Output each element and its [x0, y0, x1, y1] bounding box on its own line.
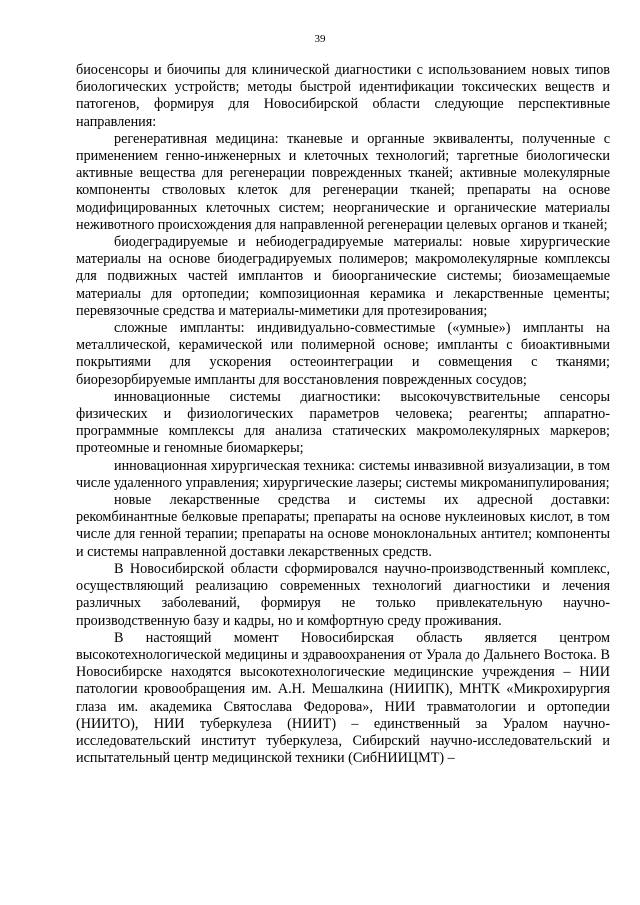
paragraph-medical-centers: В настоящий момент Новосибирская область является центром высокотехнологической медицины и здравоохранения от Урала до Дальнего Востока. В Новосибирске находятся высокотехнологические медицинские учреждения – НИИ патологии кровообращения им. А.Н. Мешалкина (НИИПК), МНТК «Микрохирургия глаза им. академика Святослава Федорова», НИИ травматологии и ортопедии (НИИТО), НИИ туберкулеза (НИИТ) – единственный за Уралом научно-исследовательский институт туберкулеза, Сибирский научно-исследовательский и испытательный центр медицинской техники (СибНИИЦМТ) – [76, 629, 610, 767]
paragraph-regenerative-medicine: регенеративная медицина: тканевые и органные эквиваленты, полученные с применением генно-инженерных и клеточных технологий; таргетные биологически активные вещества для регенерации поврежденных тканей; активные молекулярные компоненты стволовых клеток для регенерации тканей; препараты на основе модифицированных клеточных систем; неорганические и органические материалы неживотного происхождения для направленной регенерации целевых органов и тканей; [76, 130, 610, 233]
paragraph-scientific-complex: В Новосибирской области сформировался научно-производственный комплекс, осуществляющий реализацию современных технологий диагностики и лечения различных заболеваний, формируя не только привлекательную научно-производственную базу и кадры, но и комфортную среду проживания. [76, 560, 610, 629]
paragraph-drugs-delivery: новые лекарственные средства и системы их адресной доставки: рекомбинантные белковые препараты; препараты на основе нуклеиновых кислот, в том числе для генной терапии; препараты на основе моноклональных антител; компоненты и системы направленной доставки лекарственных средств. [76, 492, 610, 560]
document-body [76, 62, 610, 767]
paragraph-complex-implants: сложные импланты: индивидуально-совместимые («умные») импланты на металлической, керамической или полимерной основе; импланты с биоактивными покрытиями для ускорения остеоинтеграции и совмещения с тканями; биорезорбируемые импланты для восстановления поврежденных сосудов; [76, 320, 610, 388]
paragraph-intro-continuation: биосенсоры и биочипы для клинической диагностики с использованием новых типов биологических устройств; методы быстрой идентификации токсических веществ и патогенов, формируя для Новосибирской области следующие перспективные направления: [76, 62, 610, 130]
paragraph-biodegradable-materials: биодеградируемые и небиодеградируемые материалы: новые хирургические материалы на основе биодеградируемых полимеров; макромолекулярные комплексы для подвижных частей имплантов и биоорганические системы; биозамещаемые материалы для ортопедии; композиционная керамика и лекарственные цементы; перевязочные средства и материалы-миметики для протезирования; [76, 234, 610, 319]
paragraph-surgical-technology: инновационная хирургическая техника: системы инвазивной визуализации, в том числе удаленного управления; хирургические лазеры; системы микроманипулирования; [76, 457, 610, 491]
paragraph-diagnostic-systems: инновационные системы диагностики: высокочувствительные сенсоры физических и физиологических параметров человека; реагенты; аппаратно-программные комплексы для анализа статических макромолекулярных маркеров; протеомные и геномные биомаркеры; [76, 388, 610, 457]
page-number: 39 [314, 33, 326, 45]
